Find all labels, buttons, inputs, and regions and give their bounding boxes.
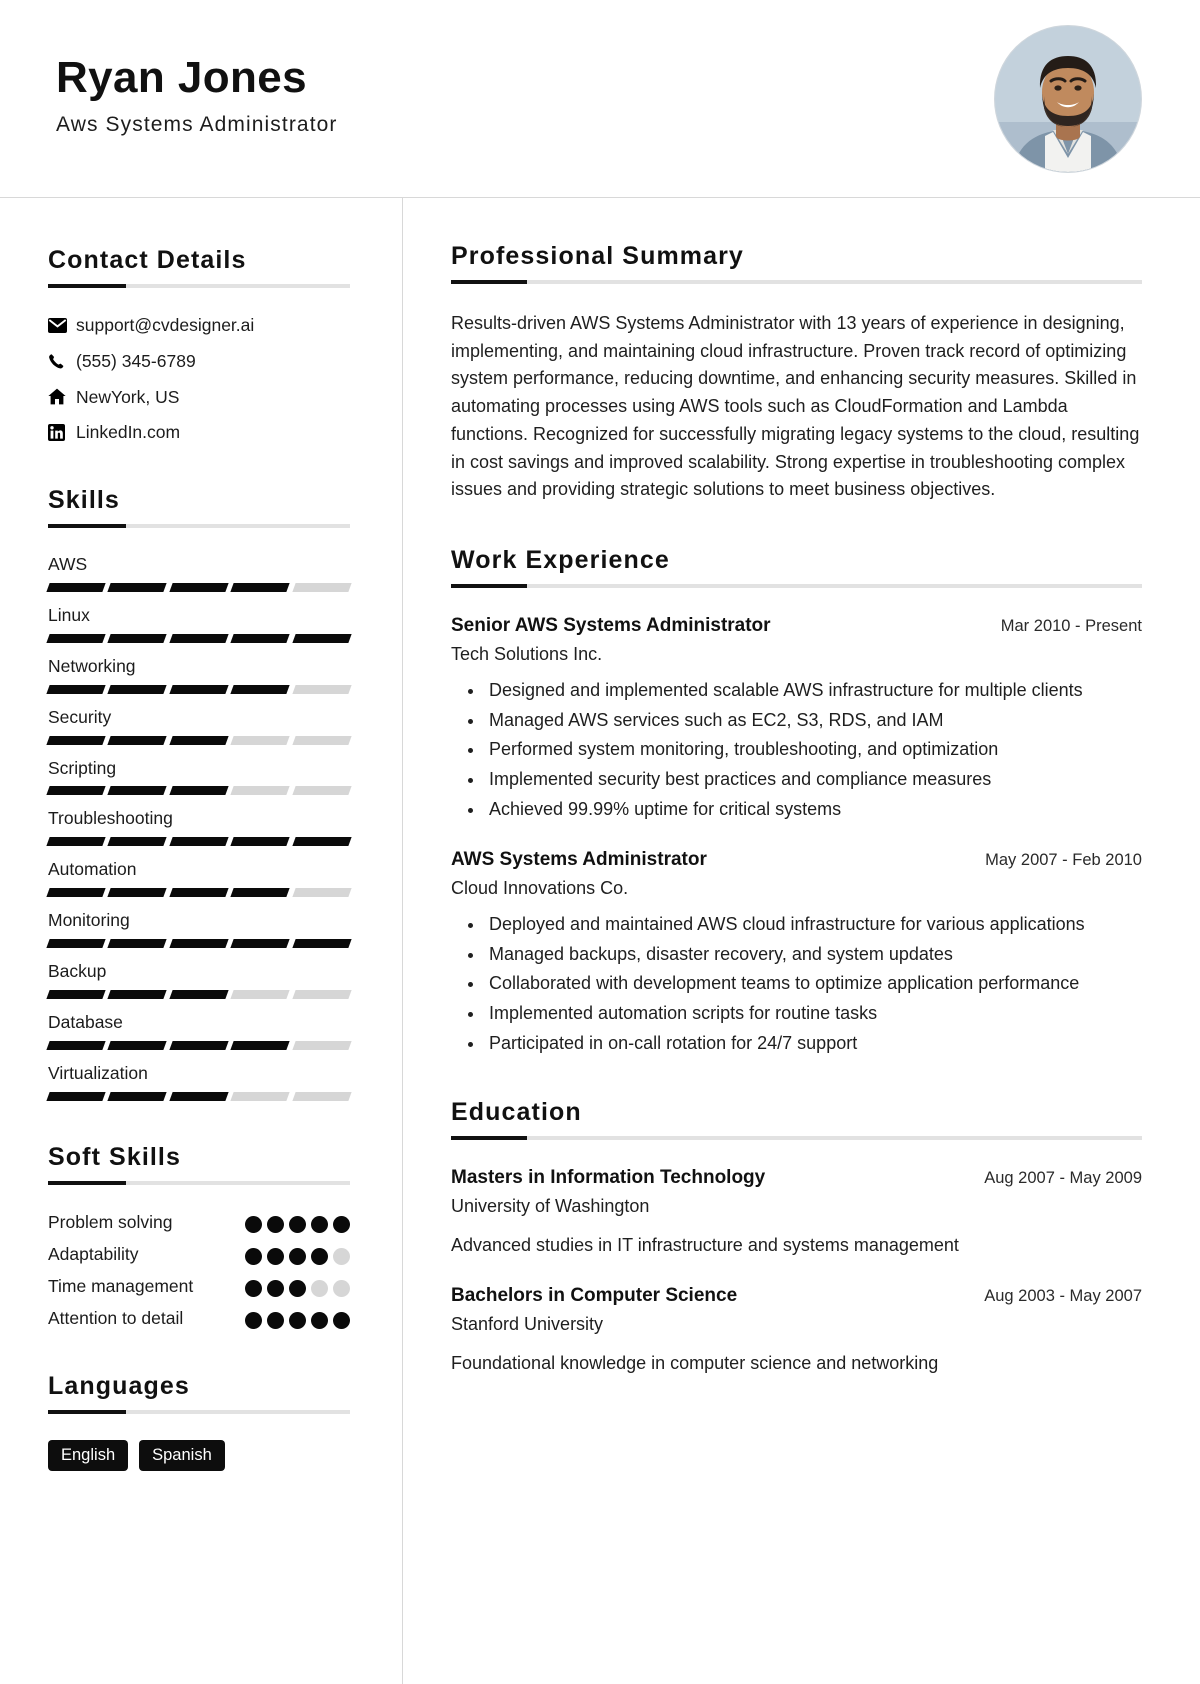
education-description: Advanced studies in IT infrastructure and systems management xyxy=(451,1235,959,1256)
skill-level-segment xyxy=(292,939,352,948)
languages-heading: Languages xyxy=(48,1371,190,1400)
skill-level-segment xyxy=(231,1041,291,1050)
languages-list xyxy=(48,1440,350,1471)
contact-item-email[interactable] xyxy=(48,314,350,337)
skill-level-segment xyxy=(46,1041,106,1050)
sidebar xyxy=(0,198,403,1684)
contact-item-phone[interactable] xyxy=(48,350,350,373)
skill-row xyxy=(48,961,350,999)
experience-bullet: • Participated in on-call rotation for 24/7 support xyxy=(485,1030,1142,1057)
soft-skill-row xyxy=(48,1275,350,1297)
skill-name: Automation xyxy=(48,859,137,880)
skill-name: Security xyxy=(48,706,112,727)
rating-dot xyxy=(267,1312,284,1329)
resume-body xyxy=(0,198,1200,1684)
skill-level-segment xyxy=(108,786,168,795)
section-skills xyxy=(48,486,350,1101)
skill-level-segment xyxy=(46,939,106,948)
skill-name: Backup xyxy=(48,961,107,981)
experience-bullet: • Implemented security best practices and compliance measures xyxy=(485,766,1142,793)
contact-location-text: NewYork, US xyxy=(76,386,180,407)
skill-level-segment xyxy=(231,786,291,795)
skill-level-segment xyxy=(46,990,106,999)
skill-level-segment xyxy=(108,990,168,999)
rating-dot xyxy=(245,1248,262,1265)
experience-bullet: • Deployed and maintained AWS cloud infrastructure for various applications xyxy=(485,911,1142,938)
experience-entry-header xyxy=(451,848,1142,873)
linkedin-icon xyxy=(48,424,76,441)
rating-dot xyxy=(311,1216,328,1233)
skill-level-segment xyxy=(46,736,106,745)
rating-dot xyxy=(245,1280,262,1297)
skill-name: Networking xyxy=(48,655,136,676)
skill-level-bar xyxy=(48,939,350,948)
rating-dot xyxy=(311,1248,328,1265)
summary-heading: Professional Summary xyxy=(451,242,744,270)
experience-organization: Tech Solutions Inc. xyxy=(451,643,603,664)
skill-level-segment xyxy=(292,634,352,643)
contact-heading-rule xyxy=(48,284,350,288)
experience-bullet-list xyxy=(451,911,1142,1056)
skill-level-bar xyxy=(48,1041,350,1050)
contact-item-linkedin[interactable] xyxy=(48,421,350,444)
experience-entry xyxy=(451,614,1142,822)
soft-skill-row xyxy=(48,1211,350,1233)
skills-heading-rule xyxy=(48,524,350,528)
contact-linkedin-text: LinkedIn.com xyxy=(76,422,181,443)
education-heading-rule xyxy=(451,1136,1142,1140)
skill-level-segment xyxy=(108,837,168,846)
skill-level-segment xyxy=(231,1092,291,1101)
soft-skill-rating xyxy=(245,1243,350,1265)
contact-item-location[interactable] xyxy=(48,386,350,409)
summary-heading-rule xyxy=(451,280,1142,284)
skill-level-segment xyxy=(108,634,168,643)
skill-row xyxy=(48,1063,350,1101)
experience-bullet: • Implemented automation scripts for routine tasks xyxy=(485,1000,1142,1027)
skill-level-segment xyxy=(108,583,168,592)
soft-skill-name: Attention to detail xyxy=(48,1308,184,1329)
rating-dot xyxy=(289,1216,306,1233)
skill-level-segment xyxy=(46,786,106,795)
skill-name: Database xyxy=(48,1011,123,1032)
soft-skill-row xyxy=(48,1307,350,1329)
skill-level-segment xyxy=(169,1041,229,1050)
skill-level-segment xyxy=(169,837,229,846)
skill-row xyxy=(48,808,350,846)
skill-level-segment xyxy=(292,685,352,694)
experience-heading: Work Experience xyxy=(451,546,670,575)
rating-dot xyxy=(245,1312,262,1329)
skill-name: Scripting xyxy=(48,757,117,778)
email-icon xyxy=(48,318,76,333)
skill-level-segment xyxy=(169,786,229,795)
education-entry xyxy=(451,1284,1142,1376)
skill-name: Linux xyxy=(48,604,90,625)
skill-level-segment xyxy=(231,634,291,643)
job-title: Aws Systems Administrator xyxy=(56,112,338,136)
skill-level-segment xyxy=(108,1041,168,1050)
avatar xyxy=(994,25,1142,173)
skill-level-segment xyxy=(292,1092,352,1101)
soft-skills-heading-rule xyxy=(48,1181,350,1185)
skill-level-bar xyxy=(48,837,350,846)
experience-bullet: • Collaborated with development teams to optimize application performance xyxy=(485,970,1142,997)
experience-list xyxy=(451,614,1142,1056)
rating-dot xyxy=(289,1280,306,1297)
skill-name: Troubleshooting xyxy=(48,808,173,829)
language-chip: Spanish xyxy=(139,1440,225,1471)
rating-dot xyxy=(267,1248,284,1265)
skill-name: Monitoring xyxy=(48,910,130,931)
skill-row xyxy=(48,605,350,643)
contact-heading: Contact Details xyxy=(48,246,247,274)
skill-row xyxy=(48,656,350,694)
section-contact-details xyxy=(48,246,350,444)
main-content xyxy=(403,198,1200,1684)
contact-list xyxy=(48,314,350,444)
skill-level-segment xyxy=(46,685,106,694)
soft-skill-name: Time management xyxy=(48,1276,194,1297)
rating-dot xyxy=(333,1216,350,1233)
education-list xyxy=(451,1166,1142,1376)
skill-level-segment xyxy=(169,888,229,897)
skill-level-segment xyxy=(46,583,106,592)
skill-level-segment xyxy=(169,583,229,592)
skill-level-segment xyxy=(46,1092,106,1101)
skill-level-segment xyxy=(292,990,352,999)
soft-skill-rating xyxy=(245,1211,350,1233)
skill-row xyxy=(48,910,350,948)
skill-row xyxy=(48,707,350,745)
education-entry xyxy=(451,1166,1142,1258)
rating-dot xyxy=(333,1280,350,1297)
skill-level-bar xyxy=(48,685,350,694)
education-degree: Masters in Information Technology xyxy=(451,1167,766,1189)
experience-date: Mar 2010 - Present xyxy=(1000,617,1142,636)
skill-level-segment xyxy=(108,939,168,948)
skill-row xyxy=(48,1012,350,1050)
rating-dot xyxy=(333,1312,350,1329)
summary-text: Results-driven AWS Systems Administrator with 13 years of experience in designing, implementing, and maintaining cloud infrastructure. Proven track record of optimizing system performance, reducing downtime, and enhancing security measures. Skilled in automating processes using AWS tools such as CloudFormation and Lambda functions. Recognized for successfully migrating legacy systems to the cloud, resulting in cost savings and improved scalability. Strong expertise in troubleshooting complex issues and providing strategic solutions to meet business objectives. xyxy=(451,313,1140,500)
skill-level-segment xyxy=(108,736,168,745)
skill-level-segment xyxy=(292,736,352,745)
education-school: University of Washington xyxy=(451,1195,650,1216)
skill-level-segment xyxy=(231,939,291,948)
section-soft-skills xyxy=(48,1143,350,1330)
experience-bullet: • Designed and implemented scalable AWS infrastructure for multiple clients xyxy=(485,677,1142,704)
rating-dot xyxy=(333,1248,350,1265)
languages-heading-rule xyxy=(48,1410,350,1414)
contact-phone-text: (555) 345-6789 xyxy=(76,350,196,371)
contact-email-text: support@cvdesigner.ai xyxy=(76,315,255,335)
rating-dot xyxy=(267,1280,284,1297)
skill-level-segment xyxy=(231,736,291,745)
header-identity xyxy=(56,54,338,142)
skill-level-segment xyxy=(169,939,229,948)
skill-level-segment xyxy=(292,837,352,846)
education-school: Stanford University xyxy=(451,1314,604,1335)
experience-heading-rule xyxy=(451,584,1142,588)
education-entry-header xyxy=(451,1166,1142,1191)
experience-date: May 2007 - Feb 2010 xyxy=(985,851,1142,870)
skill-level-segment xyxy=(169,736,229,745)
skill-name: Virtualization xyxy=(48,1062,148,1083)
soft-skill-name: Adaptability xyxy=(48,1243,139,1264)
skill-level-segment xyxy=(169,634,229,643)
experience-bullet: • Achieved 99.99% uptime for critical systems xyxy=(485,796,1142,823)
section-education xyxy=(451,1098,1142,1376)
rating-dot xyxy=(245,1216,262,1233)
section-professional-summary xyxy=(451,242,1142,504)
skill-level-segment xyxy=(108,1092,168,1101)
soft-skills-list xyxy=(48,1211,350,1330)
skills-heading: Skills xyxy=(48,486,120,514)
skill-name: AWS xyxy=(48,554,88,574)
education-heading: Education xyxy=(451,1098,582,1127)
skill-level-segment xyxy=(231,888,291,897)
experience-bullet: • Performed system monitoring, troubleshooting, and optimization xyxy=(485,736,1142,763)
home-icon xyxy=(48,388,76,405)
experience-bullet: • Managed AWS services such as EC2, S3, RDS, and IAM xyxy=(485,707,1142,734)
skill-level-segment xyxy=(231,837,291,846)
soft-skill-rating xyxy=(245,1275,350,1297)
experience-entry xyxy=(451,848,1142,1056)
skill-level-bar xyxy=(48,1092,350,1101)
education-degree: Bachelors in Computer Science xyxy=(451,1285,738,1307)
skill-level-segment xyxy=(231,583,291,592)
rating-dot xyxy=(267,1216,284,1233)
skill-level-bar xyxy=(48,634,350,643)
skill-level-bar xyxy=(48,583,350,592)
skill-level-bar xyxy=(48,736,350,745)
soft-skill-name: Problem solving xyxy=(48,1211,173,1232)
education-entry-header xyxy=(451,1284,1142,1309)
experience-role: AWS Systems Administrator xyxy=(451,849,707,871)
education-date: Aug 2007 - May 2009 xyxy=(984,1169,1142,1188)
skill-level-segment xyxy=(169,990,229,999)
phone-icon xyxy=(48,353,76,370)
soft-skill-row xyxy=(48,1243,350,1265)
rating-dot xyxy=(289,1248,306,1265)
resume-header xyxy=(0,0,1200,198)
skill-level-segment xyxy=(108,685,168,694)
skill-level-segment xyxy=(292,1041,352,1050)
experience-organization: Cloud Innovations Co. xyxy=(451,877,629,898)
skill-level-segment xyxy=(231,990,291,999)
skill-level-bar xyxy=(48,990,350,999)
skill-level-segment xyxy=(46,634,106,643)
skill-level-bar xyxy=(48,888,350,897)
skill-level-segment xyxy=(292,888,352,897)
experience-entry-header xyxy=(451,614,1142,639)
skill-level-segment xyxy=(292,583,352,592)
section-work-experience xyxy=(451,546,1142,1056)
skill-level-segment xyxy=(169,1092,229,1101)
skill-level-segment xyxy=(292,786,352,795)
avatar-photo xyxy=(995,26,1141,172)
skill-row xyxy=(48,758,350,796)
skill-level-segment xyxy=(108,888,168,897)
education-date: Aug 2003 - May 2007 xyxy=(984,1287,1142,1306)
skill-level-segment xyxy=(46,837,106,846)
soft-skill-rating xyxy=(245,1307,350,1329)
education-description: Foundational knowledge in computer science and networking xyxy=(451,1353,939,1374)
skill-level-segment xyxy=(169,685,229,694)
experience-role: Senior AWS Systems Administrator xyxy=(451,615,771,637)
experience-bullet-list xyxy=(451,677,1142,822)
rating-dot xyxy=(289,1312,306,1329)
skill-row xyxy=(48,554,350,592)
skill-level-segment xyxy=(231,685,291,694)
skill-row xyxy=(48,859,350,897)
skill-level-segment xyxy=(46,888,106,897)
section-languages xyxy=(48,1372,350,1471)
rating-dot xyxy=(311,1280,328,1297)
language-chip: English xyxy=(48,1440,128,1471)
skills-list xyxy=(48,554,350,1101)
rating-dot xyxy=(311,1312,328,1329)
soft-skills-heading: Soft Skills xyxy=(48,1142,181,1171)
full-name: Ryan Jones xyxy=(56,53,307,103)
skill-level-bar xyxy=(48,786,350,795)
experience-bullet: • Managed backups, disaster recovery, and system updates xyxy=(485,941,1142,968)
